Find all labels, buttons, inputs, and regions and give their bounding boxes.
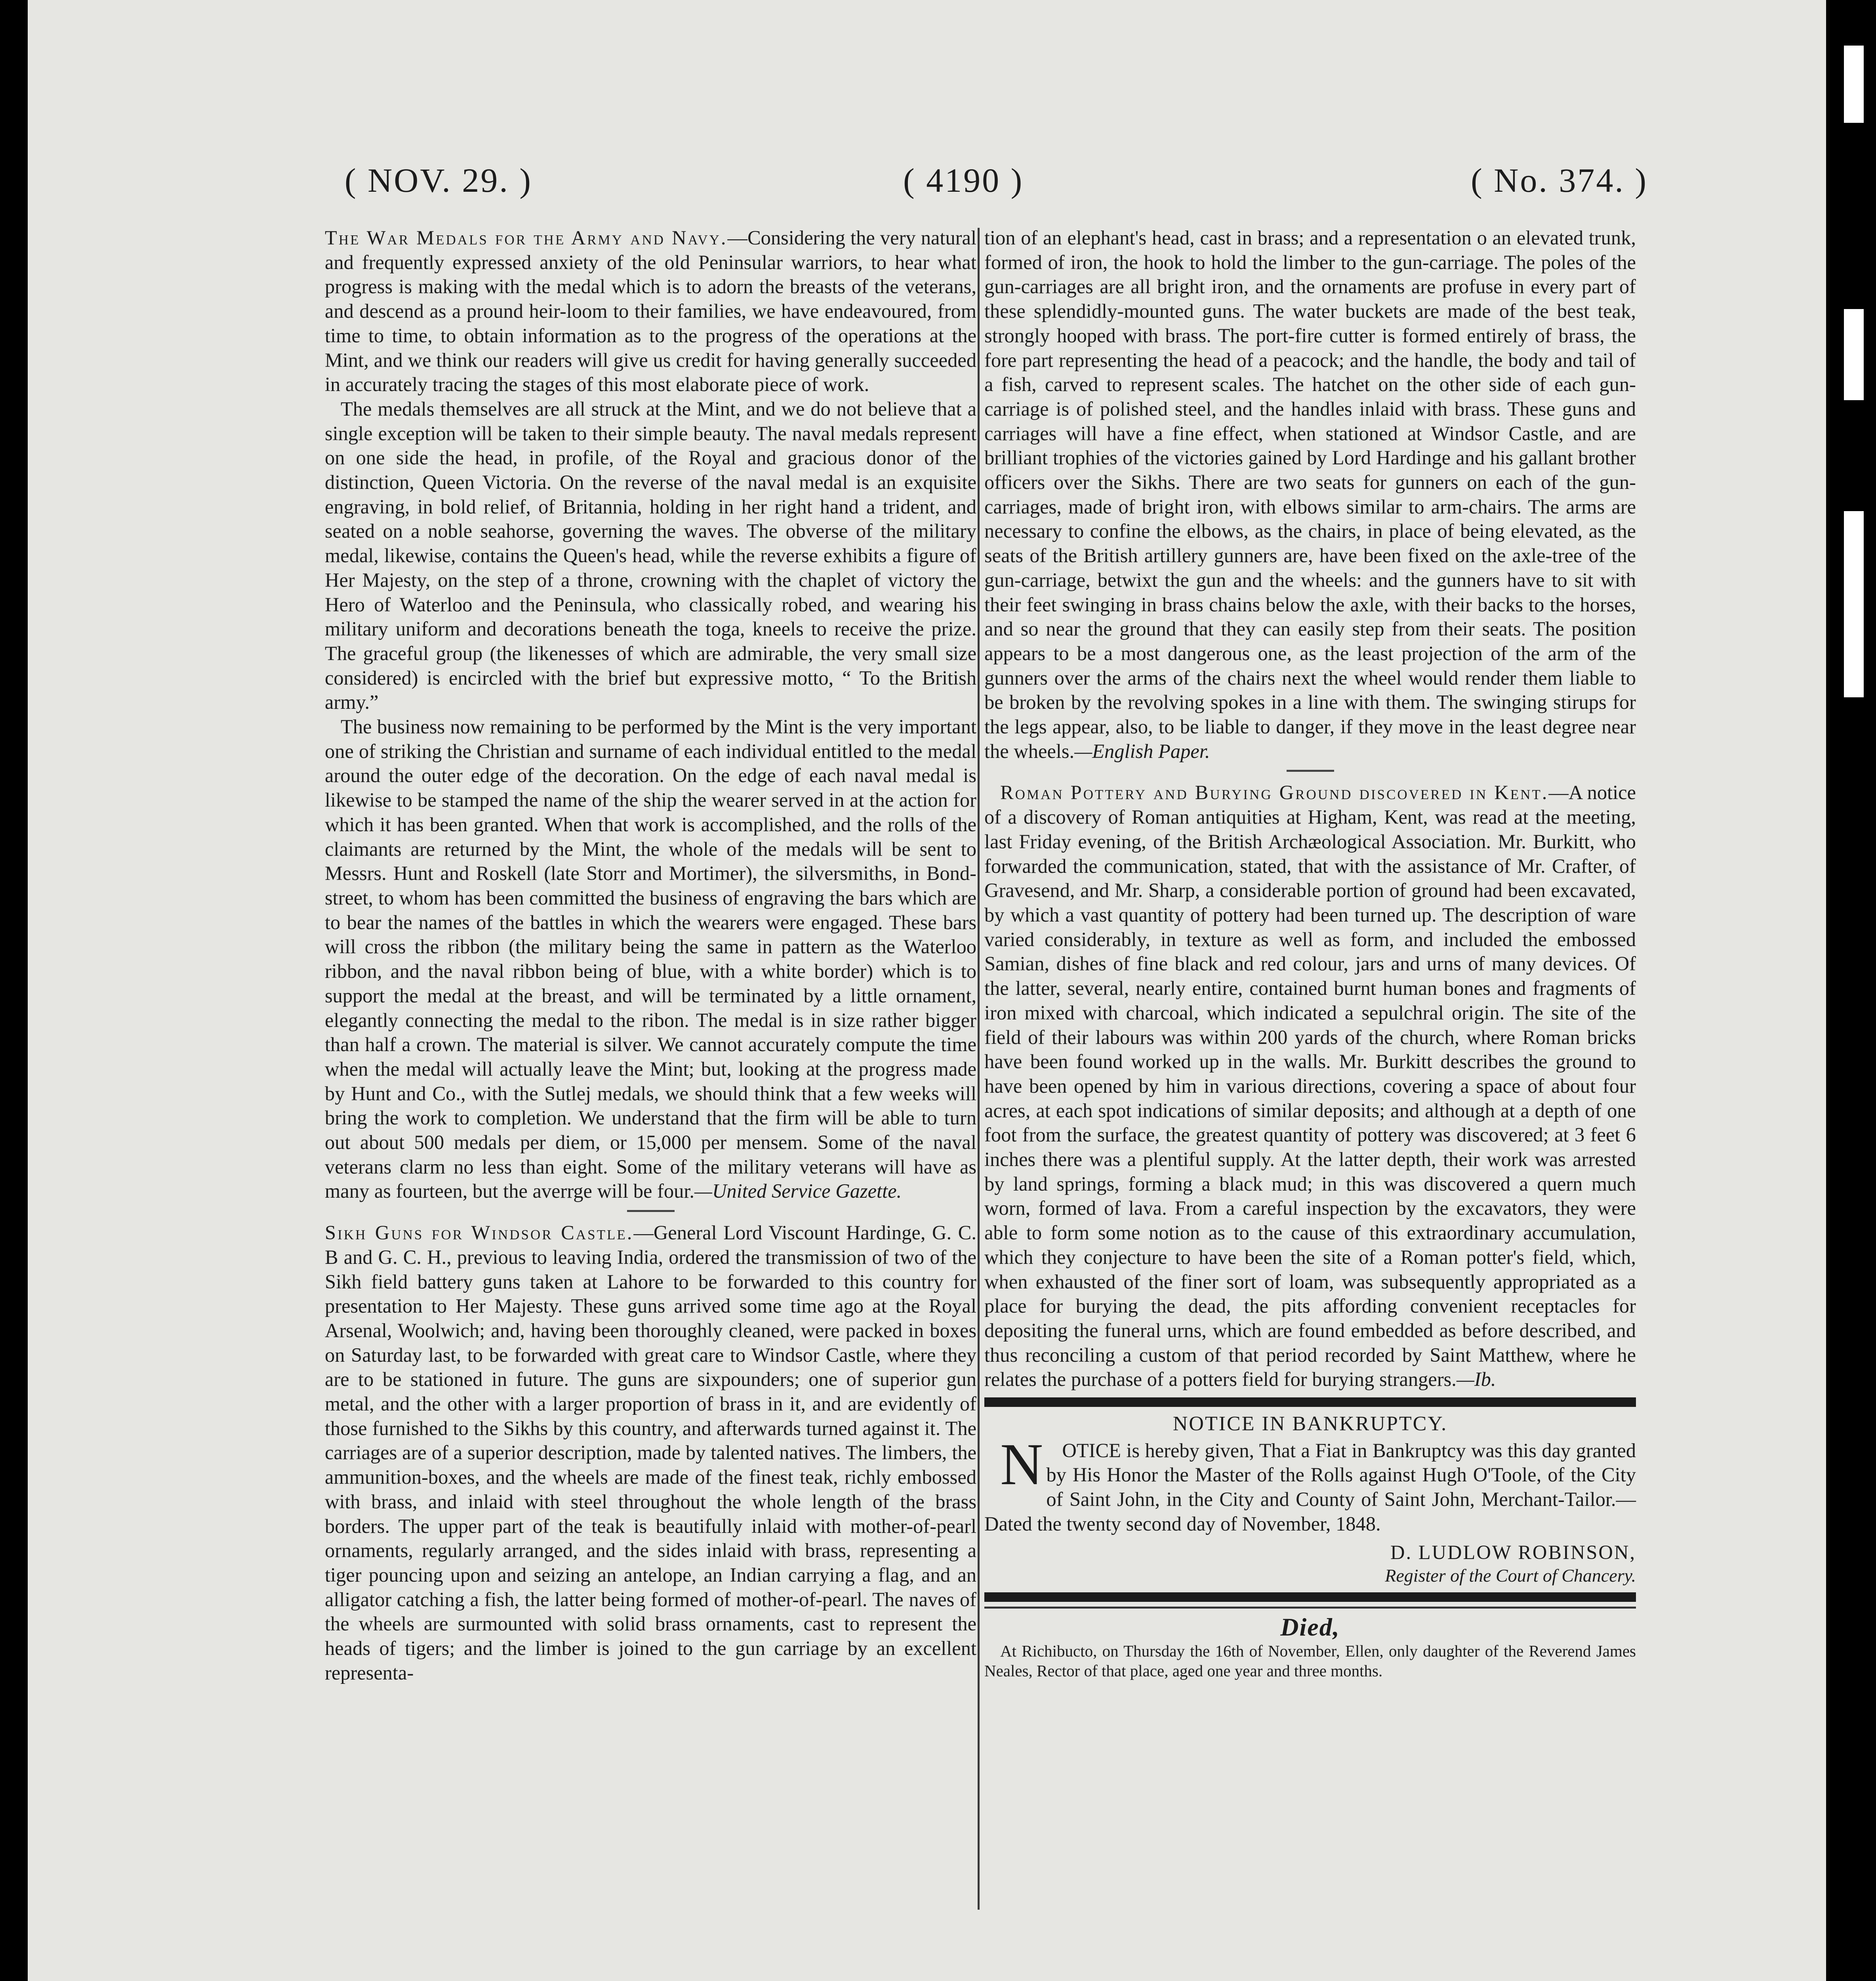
pottery-article-source: —Ib. — [1456, 1368, 1496, 1391]
guns-article-title: Sikh Guns for Windsor Castle. — [325, 1221, 634, 1244]
left-column — [325, 226, 976, 1685]
page-edge-tab — [1844, 309, 1864, 400]
column-divider — [978, 228, 980, 1910]
pottery-article-title: Roman Pottery and Burying Ground discovered in Kent. — [1000, 781, 1549, 804]
header-issue-number: ( No. 374. ) — [1471, 161, 1648, 199]
died-heading: Died, — [1280, 1613, 1340, 1641]
guns-article-source: —English Paper. — [1074, 740, 1210, 762]
notice-title: NOTICE IN BANKRUPTCY. — [1172, 1412, 1448, 1435]
died-notice: At Richibucto, on Thursday the 16th of November, Ellen, only daughter of the Reverend James Neales, Rector of that place, aged one year and three months. — [984, 1641, 1636, 1680]
notice-signatory: D. LUDLOW ROBINSON, — [1390, 1541, 1636, 1563]
guns-article-p2: tion of an elephant's head, cast in brass; and a representation o an elevated trunk, formed of iron, the hook to hold the limber to the gun-carriage. The poles of the gun-carriages are all bright iron, and the ornaments are profuse in every part of these splendidly-mounted guns. The water buckets are made of the best teak, strongly hooped with brass. The port-fire cutter is formed entirely of brass, the fore part representing the head of a peacock; and the handle, the body and tail of a fish, carved to represent scales. The hatchet on the other side of each gun-carriage is of polished steel, and the handles inlaid with brass. These guns and carriages will have a fine effect, when stationed at Windsor Castle, and are brilliant trophies of the victories gained by Lord Hardinge and his gallant brother officers over the Sikhs. There are two seats for gunners on each of the gun-carriages, made of bright iron, with elbows similar to arm-chairs. The arms are necessary to confine the elbows, as the chairs, in place of being elevated, as the seats of the British artillery gunners are, have been fixed on the axle-tree of the gun-carriage, betwixt the gun and the wheels: and the gunners have to sit with their feet swinging in brass chains below the axle, with their backs to the horses, and so near the ground that they can easily step from their seats. The position appears to be a most dangerous one, as the least projection of the arm of the gunners over the arms of the chairs next the wheel would render them liable to be broken by the revolving spokes in a line with them. The swinging stirups for the legs appear, also, to be liable to danger, if they move in the least degree near the wheels.—English Paper. — [984, 227, 1636, 762]
medals-article-p2: The medals themselves are all struck at the Mint, and we do not believe that a single exception will be taken to their simple beauty. The naval medals represent on one side the head, in profile, of the Royal and gracious donor of the distinction, Queen Victoria. On the reverse of the naval medal is an exquisite engraving, in bold relief, of Britannia, holding in her right hand a trident, and seated on a noble seahorse, governing the waves. The obverse of the military medal, likewise, contains the Queen's head, while the reverse exhibits a figure of Her Majesty, on the step of a throne, crowning with the chaplet of victory the Hero of Waterloo and the Peninsula, who classically robed, and wearing his military uniform and decorations beneath the toga, kneels to receive the prize. The graceful group (the likenesses of which are admirable, the very small size considered) is encircled with the brief but expressive motto, “ To the British army.” — [325, 397, 976, 714]
notice-signatory-role: Register of the Court of Chancery. — [1385, 1565, 1636, 1586]
right-column — [984, 226, 1636, 1681]
medals-article-p3: The business now remaining to be performed by the Mint is the very important one of striking the Christian and surname of each individual entitled to the medal around the outer edge of the decoration. On the edge of each naval medal is likewise to be stamped the name of the ship the wearer served in at the action for which it has been granted. When that work is accomplished, and the rolls of the claimants are returned by the Mint, the whole of the medals will be sent to Messrs. Hunt and Roskell (late Storr and Mortimer), the silversmiths, in Bond-street, to whom has been committed the business of engraving the bars which are to bear the names of the battles in which the wearers were engaged. These bars will cross the ribbon (the military being the same in pattern as the Waterloo ribbon, and the naval ribbon being of blue, with a white border) which is to support the medal at the breast, and will be terminated by a little ornament, elegantly connecting the medal to the ribon. The medal is in size rather bigger than half a crown. The material is silver. We cannot accurately compute the time when the medal will actually leave the Mint; but, looking at the progress made by Hunt and Co., with the Sutlej medals, we should think that a few weeks will bring the work to completion. We understand that the firm will be able to turn out about 500 medals per diem, or 15,000 per mensem. Some of the naval veterans clarm no less than eight. Some of the military veterans will have as many as fourteen, but the averrge will be four.—United Service Gazette. — [325, 716, 976, 1202]
header-date: ( NOV. 29. ) — [345, 161, 533, 199]
article-separator — [1287, 770, 1334, 772]
medals-article-source: —United Service Gazette. — [694, 1180, 902, 1202]
medals-article-title: The War Medals for the Army and Navy. — [325, 227, 728, 249]
article-separator — [627, 1210, 675, 1212]
page-header — [345, 160, 1648, 204]
medals-article-p1: The War Medals for the Army and Navy.—Considering the very natural and frequently expressed anxiety of the old Peninsular warriors, to hear what progress is making with the medal which is to adorn the breasts of the veterans, and descend as a pround heir-loom to their families, we have endeavoured, from time to time, to obtain information as to the progress of the operations at the Mint, and we think our readers will give us credit for having generally succeeded in accurately tracing the stages of this most elaborate piece of work. — [325, 227, 977, 396]
notice-bottom-rule — [984, 1592, 1636, 1602]
header-page-number: ( 4190 ) — [903, 161, 1024, 199]
page-edge-tab — [1844, 511, 1864, 697]
notice-bottom-thin-rule — [984, 1607, 1636, 1609]
page-edge-tab — [1844, 46, 1864, 123]
notice-top-rule — [984, 1397, 1636, 1407]
notice-signature — [984, 1540, 1636, 1587]
notice-body: NOTICE is hereby given, That a Fiat in Bankruptcy was this day granted by His Honor the Master of the Rolls against Hugh O'Toole, of the City of Saint John, in the City and County of Saint John, Merchant-Tailor.—Dated the twenty second day of November, 1848. — [984, 1431, 1636, 1535]
guns-article-p1: Sikh Guns for Windsor Castle.—General Lord Viscount Hardinge, G. C. B and G. C. H., previous to leaving India, ordered the transmission of two of the Sikh field battery guns taken at Lahore to be forwarded to this country for presentation to Her Majesty. These guns arrived some time ago at the Royal Arsenal, Woolwich; and, having been thoroughly cleaned, were packed in boxes on Saturday last, to be forwarded with great care to Windsor Castle, where they are to be stationed in future. The guns are sixpounders; one of superior gun metal, and the other with a larger proportion of brass in it, and are evidently of those furnished to the Sikhs by this country, and afterwards turned against it. The carriages are of a superior description, made by talented natives. The limbers, the ammunition-boxes, and the wheels are made of the finest teak, richly embossed with brass, and inlaid with steel throughout the whole length of the brass borders. The upper part of the teak is beautifully inlaid with mother-of-pearl ornaments, regularly arranged, and the sides inlaid with brass, representing a tiger pouncing upon and seizing an antelope, an Indian carrying a flag, and an alligator catching a fish, the latter being formed of mother-of-pearl. The naves of the wheels are surmounted with solid brass ornaments, cast to represent the heads of tigers; and the limber is joined to the gun carriage by an excellent representa- — [325, 1221, 976, 1684]
pottery-article-p1: Roman Pottery and Burying Ground discovered in Kent.—A notice of a discovery of Roman antiquities at Higham, Kent, was read at the meeting, last Friday evening, of the British Archæological Association. Mr. Burkitt, who forwarded the communication, stated, that with the assistance of Mr. Crafter, of Gravesend, and Mr. Sharp, a considerable portion of ground had been excavated, by which a vast quantity of pottery had been turned up. The description of ware varied considerably, in texture as well as form, and included the embossed Samian, dishes of fine black and red colour, jars and urns of many devices. Of the latter, several, nearly entire, contained burnt human bones and fragments of iron mixed with charcoal, which indicated a sepulchral origin. The site of the field of their labours was within 200 yards of the church, where Roman bricks have been found worked up in the walls. Mr. Burkitt describes the ground to have been opened by him in various directions, covering a space of about four acres, at each spot indications of similar deposits; and although at a depth of one foot from the surface, the greatest quantity of pottery was discovered; at 3 feet 6 inches there was a plentiful supply. At the latter depth, their work was arrested by land springs, forming a black mud; in this was discovered a quern much worn, formed of lava. From a careful inspection by the excavators, they were able to form some notion as to the cause of this extraordinary accumulation, which they conjecture to have been the site of a Roman potter's field, which, when exhausted of the finer sort of loam, was subsequently appropriated as a place for burying the dead, the pits affording convenient receptacles for depositing the funeral urns, which are found embedded as before described, and thus reconciling a custom of that period recorded by Saint Matthew, where he relates the purchase of a potters field for burying strangers.—Ib. — [984, 781, 1636, 1391]
notice-dropcap: N — [1000, 1431, 1043, 1497]
newspaper-page — [28, 0, 1826, 1981]
